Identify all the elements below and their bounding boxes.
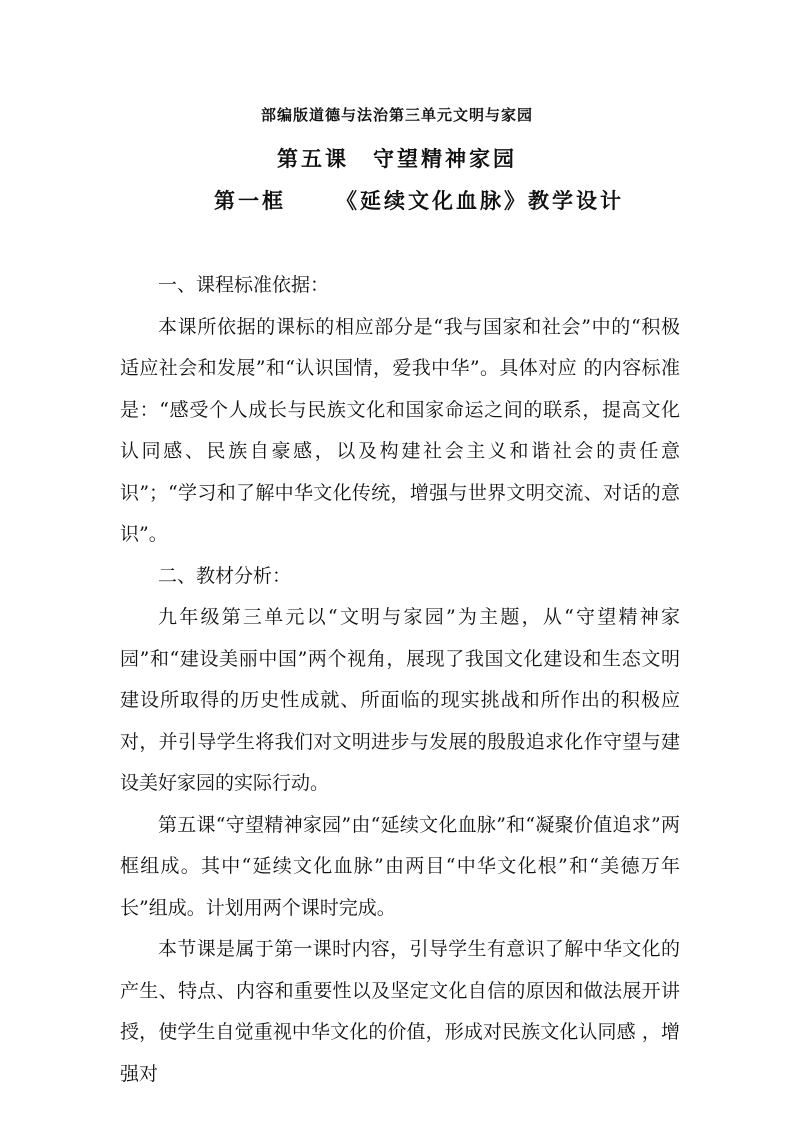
frame-title-part1: 第一框 bbox=[214, 188, 286, 213]
frame-title bbox=[214, 185, 694, 215]
body-paragraph: 本课所依据的课标的相应部分是“我与国家和社会”中的“积极适应社会和发展”和“认识国情，爱我中华”。具体对应 的内容标准是：“感受个人成长与民族文化和国家命运之间的联系，提高文化认同感、民族自豪感，以及构建社会主义和谐社会的责任意识”；“学习和了解中华文化传统，增强与世界文明交流、对话的意识”。 bbox=[120, 315, 680, 545]
document-header: 部编版道德与法治第三单元文明与家园 bbox=[260, 106, 533, 124]
frame-title-part2: 《延续文化血脉》教学设计 bbox=[336, 188, 624, 213]
document-body bbox=[120, 265, 680, 1095]
section-heading: 二、教材分析： bbox=[158, 564, 292, 587]
body-paragraph: 本节课是属于第一课时内容，引导学生有意识了解中华文化的产生、特点、内容和重要性以及坚定文化自信的原因和做法展开讲授，使学生自觉重视中华文化的价值，形成对民族文化认同感 ，增强对 bbox=[120, 938, 680, 1085]
lesson-title: 第五课 守望精神家园 bbox=[277, 146, 517, 171]
body-paragraph: 第五课“守望精神家园”由“延续文化血脉”和“凝聚价值追求”两框组成。其中“延续文化血脉”由两目“中华文化根”和“美德万年长”组成。计划用两个课时完成。 bbox=[120, 813, 680, 919]
body-paragraph: 九年级第三单元以“文明与家园”为主题，从“守望精神家园”和“建设美丽中国”两个视角，展现了我国文化建设和生态文明建设所取得的历史性成就、所面临的现实挑战和所作出的积极应对，并引导学生将我们对文明进步与发展的殷殷追求化作守望与建设美好家园的实际行动。 bbox=[120, 606, 680, 794]
section-heading: 一、课程标准依据： bbox=[158, 274, 330, 296]
